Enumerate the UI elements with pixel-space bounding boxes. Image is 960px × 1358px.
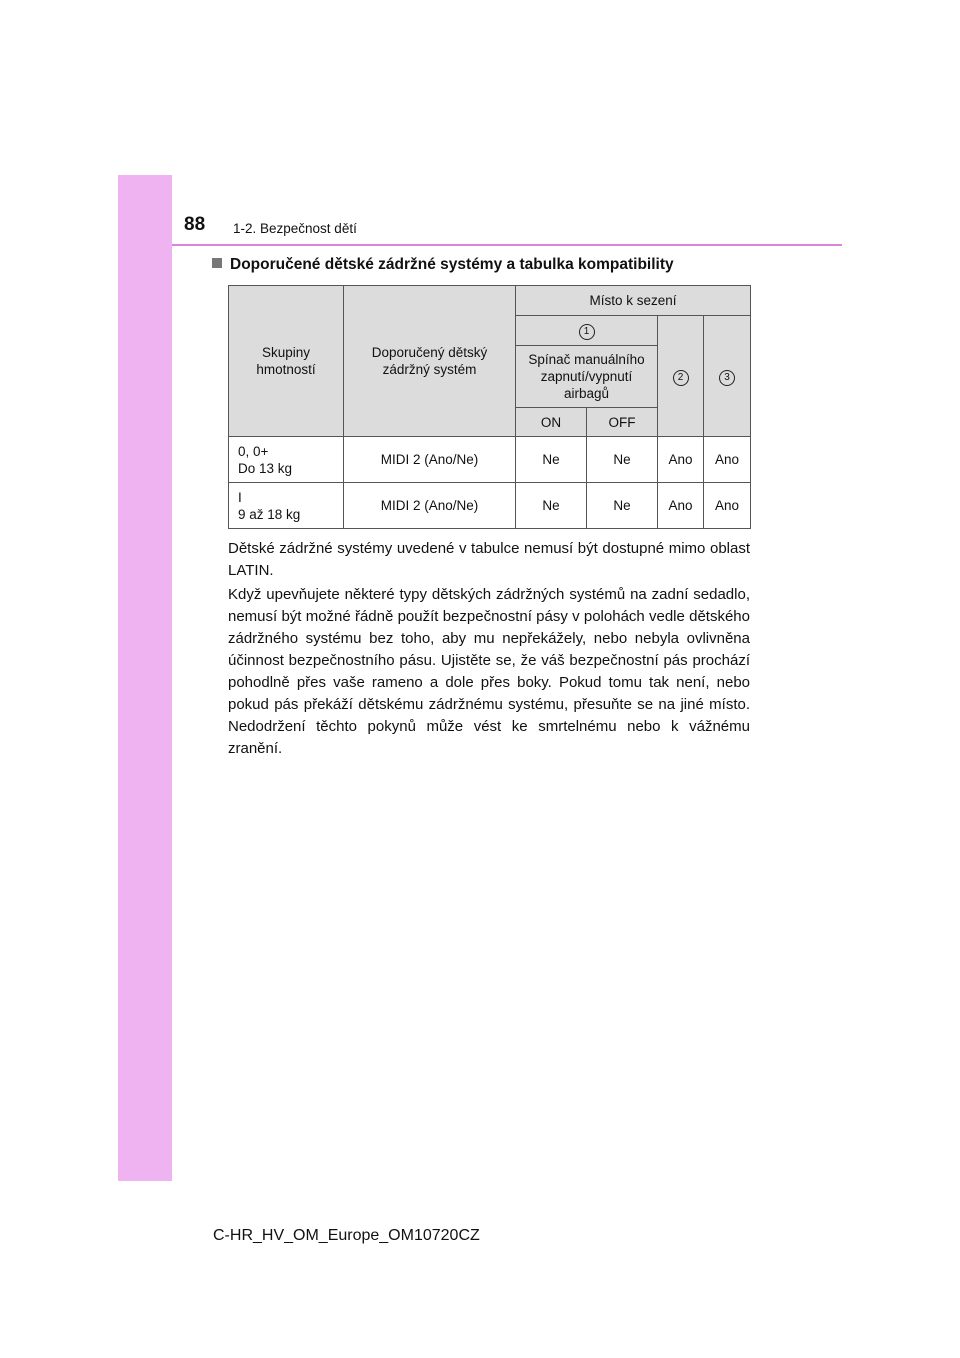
- side-tab-bar: [118, 175, 172, 1181]
- header-seat-3: [704, 316, 751, 437]
- off-cell: Ne: [587, 483, 658, 529]
- system-cell: MIDI 2 (Ano/Ne): [344, 437, 516, 483]
- header-airbag-switch: Spínač manuálního zapnutí/vypnutí airbagů: [516, 346, 658, 408]
- seatbelt-warning: Když upevňujete některé typy dětských zádržných systémů na zadní sedadlo, nemusí být možné řádně použít bezpečnostní pásy v polohách vedle dětského zádržného systému bez toho, aby mu nepřekážely, nebo nebyla ovlivněna účinnost bezpečnostního pásu. Ujistěte se, že váš bezpečnostní pás prochází pohodlně přes vaše rameno a dole přes boky. Pokud tomu tak není, nebo pokud pás překáží dětskému zádržnému systému, přesuňte se na jiné místo. Nedodržení těchto pokynů může vést ke smrtelnému nebo k vážnému zranění.: [228, 586, 750, 757]
- document-code: C-HR_HV_OM_Europe_OM10720CZ: [213, 1227, 480, 1244]
- seat3-cell: Ano: [704, 437, 751, 483]
- weight-group-range: 9 až 18 kg: [238, 506, 301, 522]
- table-row: [229, 437, 751, 483]
- weight-group-class: 0, 0+: [238, 443, 269, 459]
- header-seat-2: [658, 316, 704, 437]
- heading-text: Doporučené dětské zádržné systémy a tabulka kompatibility: [230, 256, 674, 273]
- header-recommended-system: Doporučený dětský zádržný systém: [344, 286, 516, 437]
- system-cell: MIDI 2 (Ano/Ne): [344, 483, 516, 529]
- square-bullet-icon: [212, 258, 222, 268]
- page-number: 88: [184, 214, 206, 235]
- weight-group-cell: [229, 437, 344, 483]
- header-seating-position: Místo k sezení: [516, 286, 751, 316]
- seat-1-marker: 1: [579, 324, 595, 340]
- weight-group-cell: [229, 483, 344, 529]
- on-cell: Ne: [516, 483, 587, 529]
- seat-2-marker: 2: [673, 370, 689, 386]
- compatibility-table: [228, 285, 751, 529]
- seat2-cell: Ano: [658, 483, 704, 529]
- header-weight-groups: Skupiny hmotností: [229, 286, 344, 437]
- weight-group-class: I: [238, 489, 242, 505]
- header-divider: [172, 244, 842, 246]
- table-row: [229, 483, 751, 529]
- on-cell: Ne: [516, 437, 587, 483]
- seat3-cell: Ano: [704, 483, 751, 529]
- weight-group-range: Do 13 kg: [238, 460, 293, 476]
- off-cell: Ne: [587, 437, 658, 483]
- header-on: ON: [516, 408, 587, 437]
- header-off: OFF: [587, 408, 658, 437]
- section-title: 1-2. Bezpečnost dětí: [233, 221, 357, 236]
- availability-note: Dětské zádržné systémy uvedené v tabulce nemusí být dostupné mimo oblast LATIN.: [228, 540, 750, 579]
- seat-3-marker: 3: [719, 370, 735, 386]
- header-seat-1: [516, 316, 658, 346]
- section-heading: [212, 256, 674, 274]
- seat2-cell: Ano: [658, 437, 704, 483]
